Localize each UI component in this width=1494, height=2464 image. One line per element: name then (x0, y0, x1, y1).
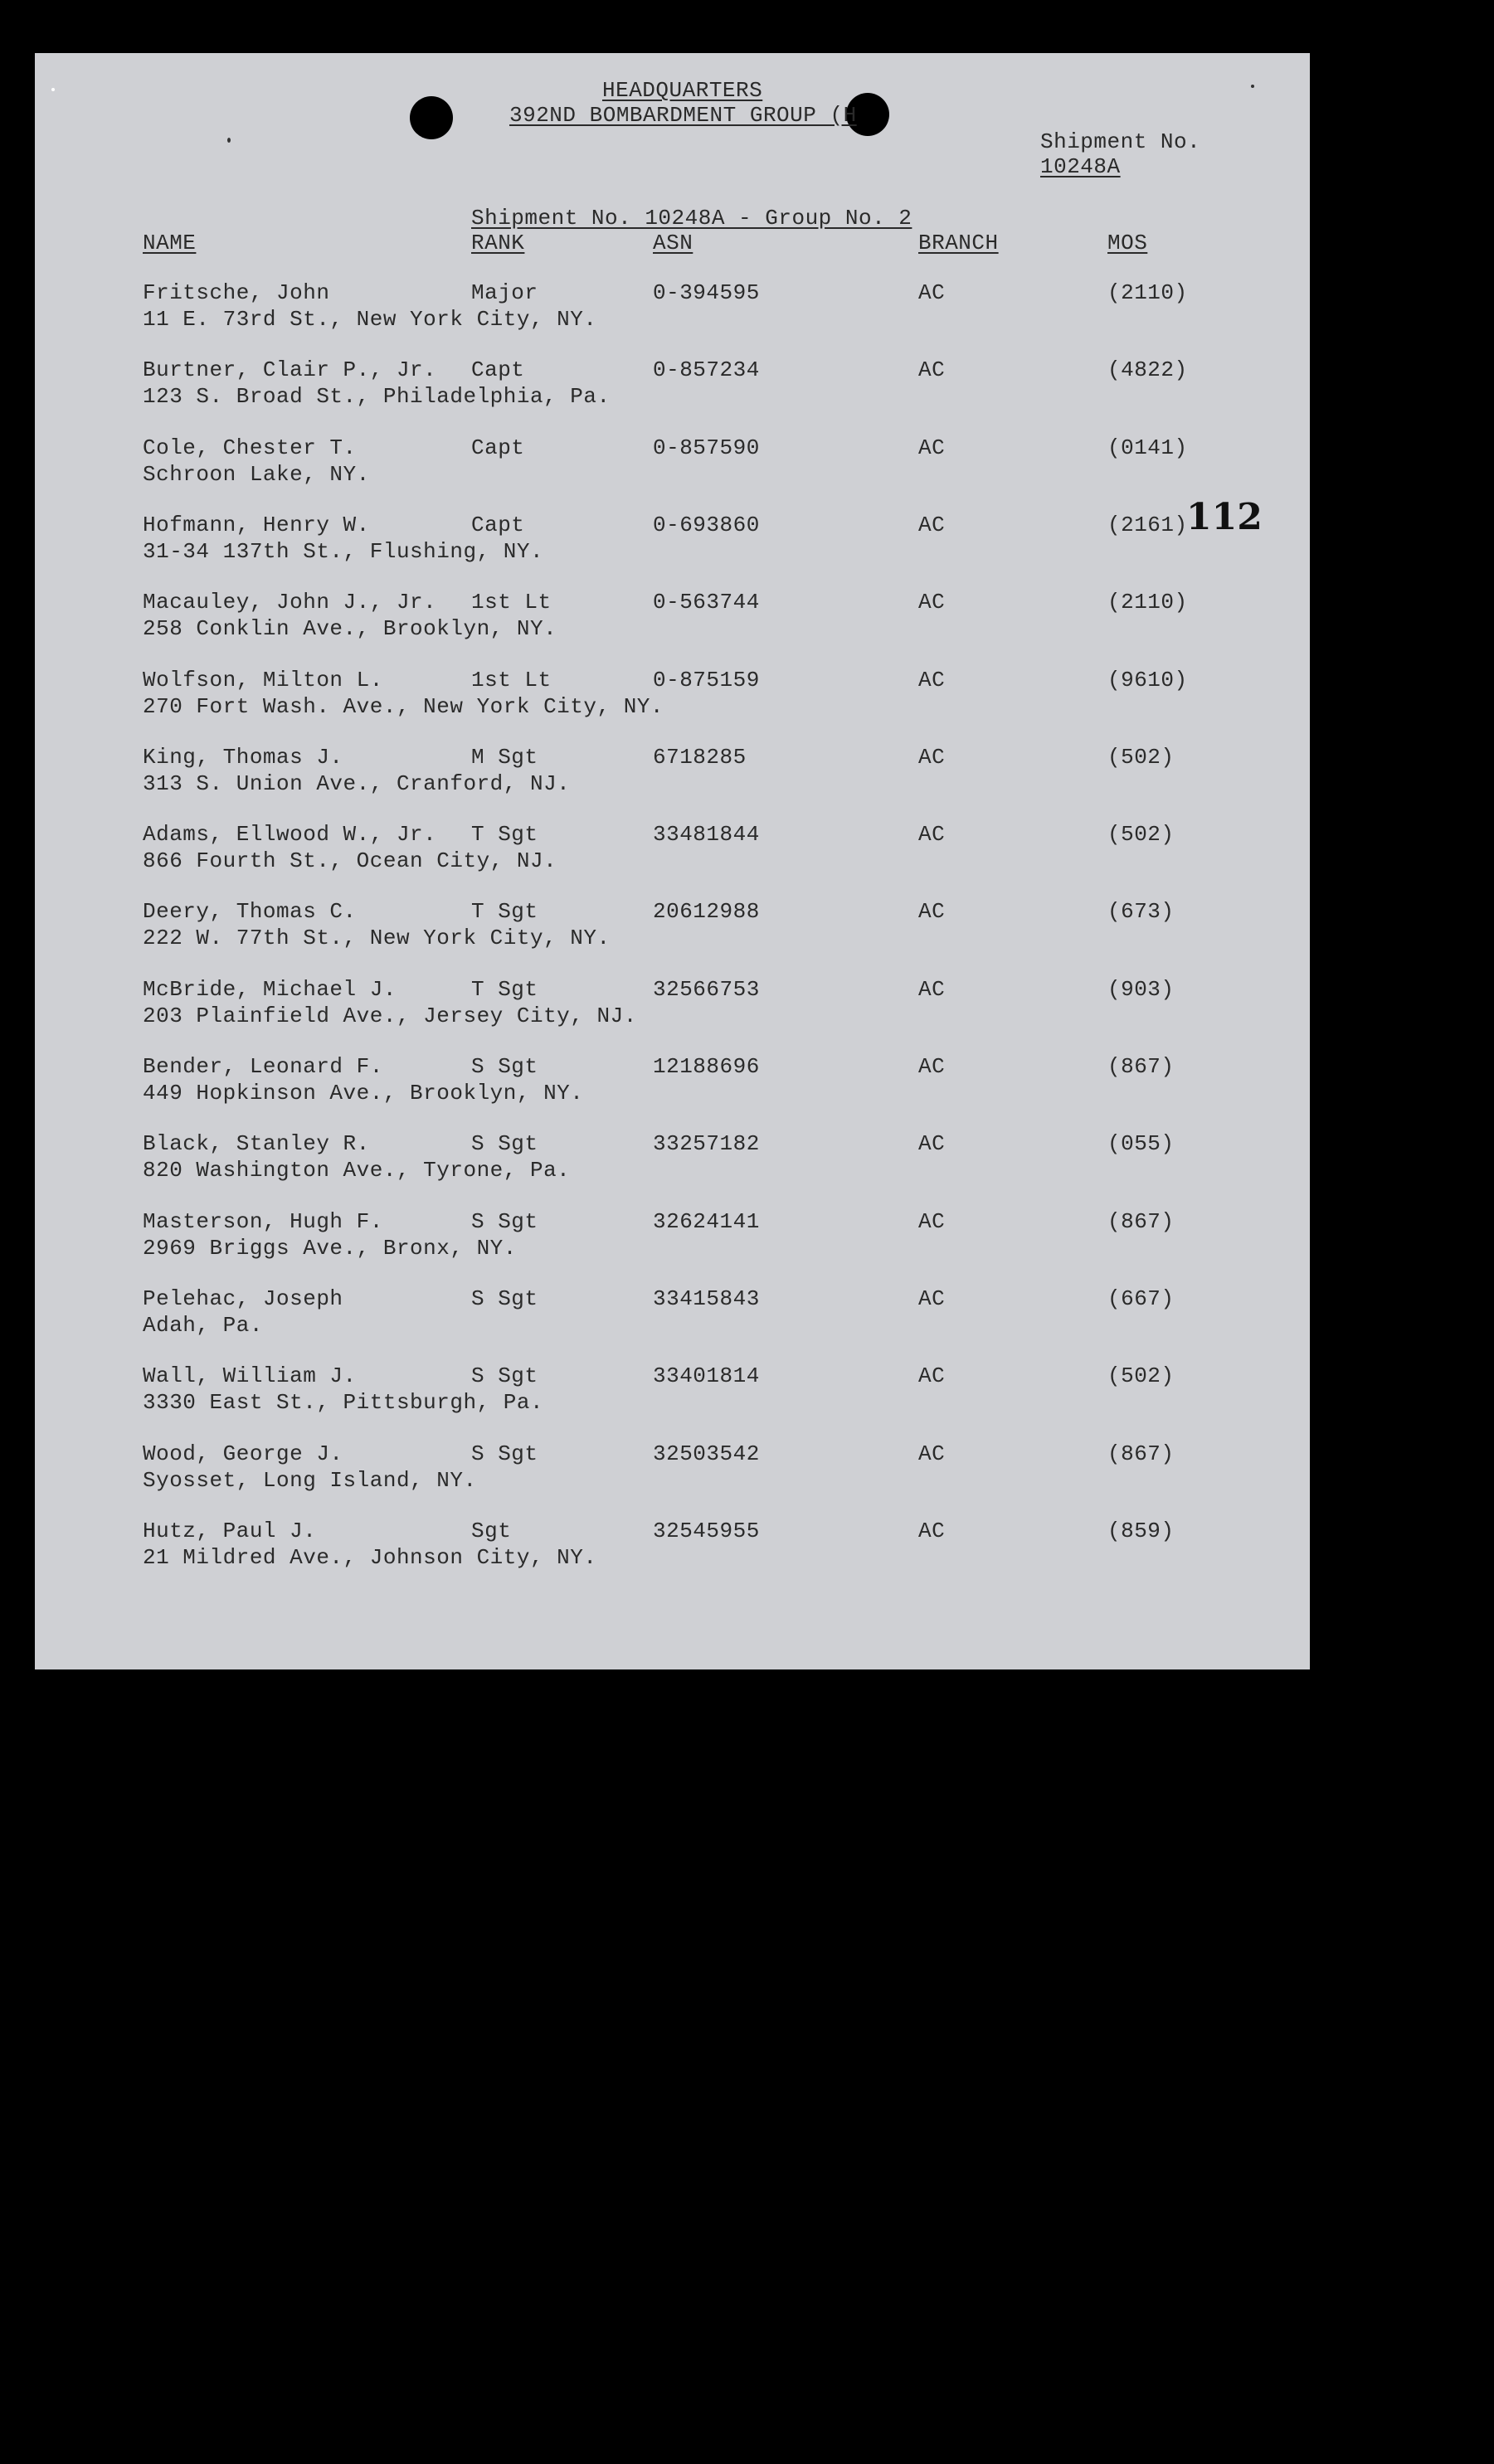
row-rank: Capt (471, 512, 525, 537)
row-mos: (2161) (1107, 512, 1188, 537)
row-name: Cole, Chester T. (143, 435, 357, 460)
row-branch: AC (918, 1518, 946, 1543)
row-branch: AC (918, 976, 946, 1002)
row-mos: (867) (1107, 1208, 1175, 1234)
row-asn: 12188696 (653, 1054, 760, 1079)
row-asn: 0-857590 (653, 435, 760, 460)
row-asn: 0-693860 (653, 512, 760, 537)
row-name: Deery, Thomas C. (143, 899, 357, 925)
row-rank: Capt (471, 357, 525, 383)
row-asn: 32566753 (653, 976, 760, 1002)
shipment-number: 10248A (1040, 154, 1121, 179)
table-row (35, 822, 1310, 875)
row-mos: (502) (1107, 1363, 1175, 1389)
punch-hole-left (410, 96, 453, 139)
row-rank: S Sgt (471, 1285, 538, 1311)
row-branch: AC (918, 512, 946, 537)
row-asn: 0-875159 (653, 667, 760, 693)
row-address: 313 S. Union Ave., Cranford, NJ. (143, 770, 571, 796)
row-address: 203 Plainfield Ave., Jersey City, NJ. (143, 1003, 637, 1028)
row-address: 820 Washington Ave., Tyrone, Pa. (143, 1158, 571, 1183)
table-row (35, 1131, 1310, 1184)
row-mos: (055) (1107, 1131, 1175, 1157)
column-header-name: NAME (143, 231, 197, 255)
row-rank: S Sgt (471, 1363, 538, 1389)
row-address: 11 E. 73rd St., New York City, NY. (143, 307, 597, 332)
row-branch: AC (918, 822, 946, 848)
table-row (35, 1209, 1310, 1262)
row-mos: (502) (1107, 822, 1175, 848)
row-name: Burtner, Clair P., Jr. (143, 357, 437, 383)
row-mos: (502) (1107, 744, 1175, 770)
row-rank: Major (471, 280, 538, 305)
row-mos: (4822) (1107, 357, 1188, 383)
row-address: Syosset, Long Island, NY. (143, 1467, 477, 1493)
row-asn: 33415843 (653, 1285, 760, 1311)
row-branch: AC (918, 357, 946, 383)
page-number-stamp: 112 (1186, 496, 1263, 538)
row-address: 21 Mildred Ave., Johnson City, NY. (143, 1544, 597, 1570)
org-heading: HEADQUARTERS (602, 78, 763, 103)
row-address: 222 W. 77th St., New York City, NY. (143, 926, 611, 951)
row-name: Fritsche, John (143, 280, 330, 305)
table-row (35, 1054, 1310, 1107)
column-header-rank: RANK (471, 231, 525, 255)
column-header-mos: MOS (1107, 231, 1148, 255)
table-row (35, 668, 1310, 721)
table-row (35, 745, 1310, 798)
dust-speck (51, 88, 55, 91)
row-name: McBride, Michael J. (143, 976, 397, 1002)
table-row (35, 590, 1310, 643)
row-rank: S Sgt (471, 1131, 538, 1157)
document-page (35, 53, 1310, 1669)
row-mos: (9610) (1107, 667, 1188, 693)
table-row (35, 513, 1310, 566)
org-subheading: 392ND BOMBARDMENT GROUP (H (509, 103, 857, 128)
row-address: Schroon Lake, NY. (143, 461, 370, 487)
row-name: Wood, George J. (143, 1441, 343, 1466)
row-rank: T Sgt (471, 822, 538, 848)
row-mos: (903) (1107, 976, 1175, 1002)
row-mos: (859) (1107, 1518, 1175, 1543)
row-branch: AC (918, 744, 946, 770)
row-rank: S Sgt (471, 1054, 538, 1079)
row-name: Pelehac, Joseph (143, 1285, 343, 1311)
row-branch: AC (918, 590, 946, 615)
row-branch: AC (918, 1441, 946, 1466)
column-header-branch: BRANCH (918, 231, 999, 255)
row-branch: AC (918, 899, 946, 925)
row-mos: (2110) (1107, 590, 1188, 615)
row-address: 270 Fort Wash. Ave., New York City, NY. (143, 693, 664, 719)
row-branch: AC (918, 1208, 946, 1234)
row-address: 866 Fourth St., Ocean City, NJ. (143, 848, 557, 874)
table-row (35, 1519, 1310, 1572)
row-asn: 33257182 (653, 1131, 760, 1157)
row-mos: (667) (1107, 1285, 1175, 1311)
row-name: Wall, William J. (143, 1363, 357, 1389)
row-asn: 33401814 (653, 1363, 760, 1389)
row-mos: (0141) (1107, 435, 1188, 460)
row-rank: T Sgt (471, 976, 538, 1002)
table-row (35, 435, 1310, 488)
table-row (35, 1363, 1310, 1417)
row-branch: AC (918, 1363, 946, 1389)
row-address: Adah, Pa. (143, 1312, 263, 1338)
row-asn: 0-563744 (653, 590, 760, 615)
row-asn: 20612988 (653, 899, 760, 925)
row-address: 2969 Briggs Ave., Bronx, NY. (143, 1235, 517, 1261)
row-mos: (2110) (1107, 280, 1188, 305)
table-row (35, 1286, 1310, 1339)
row-address: 3330 East St., Pittsburgh, Pa. (143, 1390, 544, 1416)
row-rank: 1st Lt (471, 590, 552, 615)
row-asn: 33481844 (653, 822, 760, 848)
row-rank: Sgt (471, 1518, 512, 1543)
row-name: Adams, Ellwood W., Jr. (143, 822, 437, 848)
row-name: Macauley, John J., Jr. (143, 590, 437, 615)
row-branch: AC (918, 1285, 946, 1311)
row-rank: S Sgt (471, 1208, 538, 1234)
row-asn: 0-857234 (653, 357, 760, 383)
row-branch: AC (918, 1131, 946, 1157)
row-branch: AC (918, 435, 946, 460)
table-row (35, 977, 1310, 1030)
row-name: Wolfson, Milton L. (143, 667, 383, 693)
shipment-label: Shipment No. (1040, 129, 1201, 154)
row-rank: M Sgt (471, 744, 538, 770)
row-name: Masterson, Hugh F. (143, 1208, 383, 1234)
row-rank: 1st Lt (471, 667, 552, 693)
row-branch: AC (918, 280, 946, 305)
table-row (35, 357, 1310, 411)
row-mos: (867) (1107, 1441, 1175, 1466)
row-asn: 32503542 (653, 1441, 760, 1466)
row-name: Black, Stanley R. (143, 1131, 370, 1157)
row-mos: (867) (1107, 1054, 1175, 1079)
row-branch: AC (918, 1054, 946, 1079)
row-address: 31-34 137th St., Flushing, NY. (143, 538, 544, 564)
row-mos: (673) (1107, 899, 1175, 925)
row-rank: Capt (471, 435, 525, 460)
row-address: 449 Hopkinson Ave., Brooklyn, NY. (143, 1081, 584, 1106)
row-asn: 32624141 (653, 1208, 760, 1234)
row-name: Hofmann, Henry W. (143, 512, 370, 537)
row-rank: T Sgt (471, 899, 538, 925)
row-address: 258 Conklin Ave., Brooklyn, NY. (143, 616, 557, 642)
row-asn: 0-394595 (653, 280, 760, 305)
row-name: Bender, Leonard F. (143, 1054, 383, 1079)
table-row (35, 280, 1310, 333)
row-rank: S Sgt (471, 1441, 538, 1466)
dust-speck (1251, 85, 1254, 88)
row-name: King, Thomas J. (143, 744, 343, 770)
table-row (35, 899, 1310, 952)
list-title: Shipment No. 10248A - Group No. 2 (471, 206, 912, 231)
row-asn: 6718285 (653, 744, 747, 770)
row-address: 123 S. Broad St., Philadelphia, Pa. (143, 384, 611, 410)
table-row (35, 1441, 1310, 1494)
row-name: Hutz, Paul J. (143, 1518, 317, 1543)
row-asn: 32545955 (653, 1518, 760, 1543)
row-branch: AC (918, 667, 946, 693)
dust-speck (227, 138, 231, 143)
column-header-asn: ASN (653, 231, 693, 255)
